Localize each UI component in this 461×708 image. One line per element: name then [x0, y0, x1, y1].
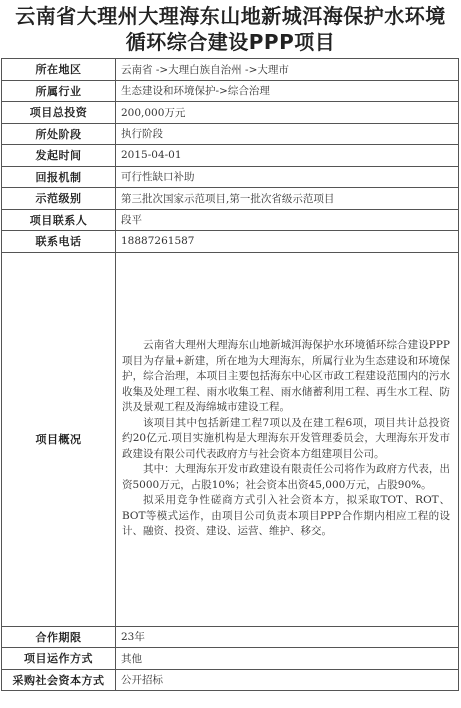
- table-row-industry: [2, 80, 459, 102]
- table-row-demo-level: [2, 188, 459, 210]
- page-title: [0, 0, 461, 58]
- row-value: 23年: [116, 626, 459, 648]
- row-value: 生态建设和环境保护->综合治理: [116, 80, 459, 102]
- table-row-cooperation-period: [2, 626, 459, 648]
- row-label: 发起时间: [2, 145, 116, 167]
- row-label: 所处阶段: [2, 123, 116, 145]
- overview-paragraph: 云南省大理州大理海东山地新城洱海保护水环境循环综合建设PPP项目为存量+新建，所在地为大理海东，所属行业为生态建设和环境保护，综合治理，本项目主要包括海东中心区市政工程建设范围内的污水收集及处理工程、雨水收集工程、雨水储蓄利用工程、再生水工程、防洪及景观工程及海绵城市建设工程。: [122, 339, 450, 414]
- row-label: 所属行业: [2, 80, 116, 102]
- title-line-1: 云南省大理州大理海东山地新城洱海保护水环境: [15, 4, 446, 28]
- row-value: 公开招标: [116, 669, 459, 691]
- row-value: 可行性缺口补助: [116, 166, 459, 188]
- title-line-2: 循环综合建设PPP项目: [125, 30, 336, 54]
- project-info-table: [1, 58, 459, 691]
- overview-paragraph: 其中：大理海东开发市政建设有限责任公司将作为政府方代表，出资5000万元，占股10%；社会资本出资45,000万元，占股90%。: [122, 463, 450, 491]
- table-row-contact-person: [2, 209, 459, 231]
- table-row-operation-mode: [2, 648, 459, 670]
- table-row-phone: [2, 231, 459, 253]
- table-row-stage: [2, 123, 459, 145]
- table-row-return-mechanism: [2, 166, 459, 188]
- row-label: 采购社会资本方式: [2, 669, 116, 691]
- row-label: 项目联系人: [2, 209, 116, 231]
- row-value: 200,000万元: [116, 102, 459, 124]
- row-label: 合作期限: [2, 626, 116, 648]
- row-label: 所在地区: [2, 59, 116, 81]
- row-label: 项目运作方式: [2, 648, 116, 670]
- overview-text: [116, 252, 459, 626]
- row-value: 2015-04-01: [116, 145, 459, 167]
- overview-paragraph: 该项目其中包括新建工程7项以及在建工程6项，项目共计总投资约20亿元.项目实施机构是大理海东开发管理委员会，大理海东开发市政建设有限公司代表政府方与社会资本方组建项目公司。: [122, 416, 450, 460]
- row-value: 段平: [116, 209, 459, 231]
- row-label: 项目概况: [2, 252, 116, 626]
- table-row-overview: [2, 252, 459, 626]
- row-value: 其他: [116, 648, 459, 670]
- row-label: 回报机制: [2, 166, 116, 188]
- row-value: 执行阶段: [116, 123, 459, 145]
- table-row-region: [2, 59, 459, 81]
- row-value: 云南省 ->大理白族自治州 ->大理市: [116, 59, 459, 81]
- row-label: 项目总投资: [2, 102, 116, 124]
- overview-paragraph: 拟采用竞争性磋商方式引入社会资本方，拟采取TOT、ROT、BOT等模式运作，由项目公司负责本项目PPP合作期内相应工程的设计、融资、投资、建设、运营、维护、移交。: [122, 494, 450, 538]
- table-row-total-investment: [2, 102, 459, 124]
- table-row-start-date: [2, 145, 459, 167]
- row-label: 联系电话: [2, 231, 116, 253]
- row-value: 18887261587: [116, 231, 459, 253]
- row-label: 示范级别: [2, 188, 116, 210]
- row-value: 第三批次国家示范项目,第一批次省级示范项目: [116, 188, 459, 210]
- table-row-procurement-method: [2, 669, 459, 691]
